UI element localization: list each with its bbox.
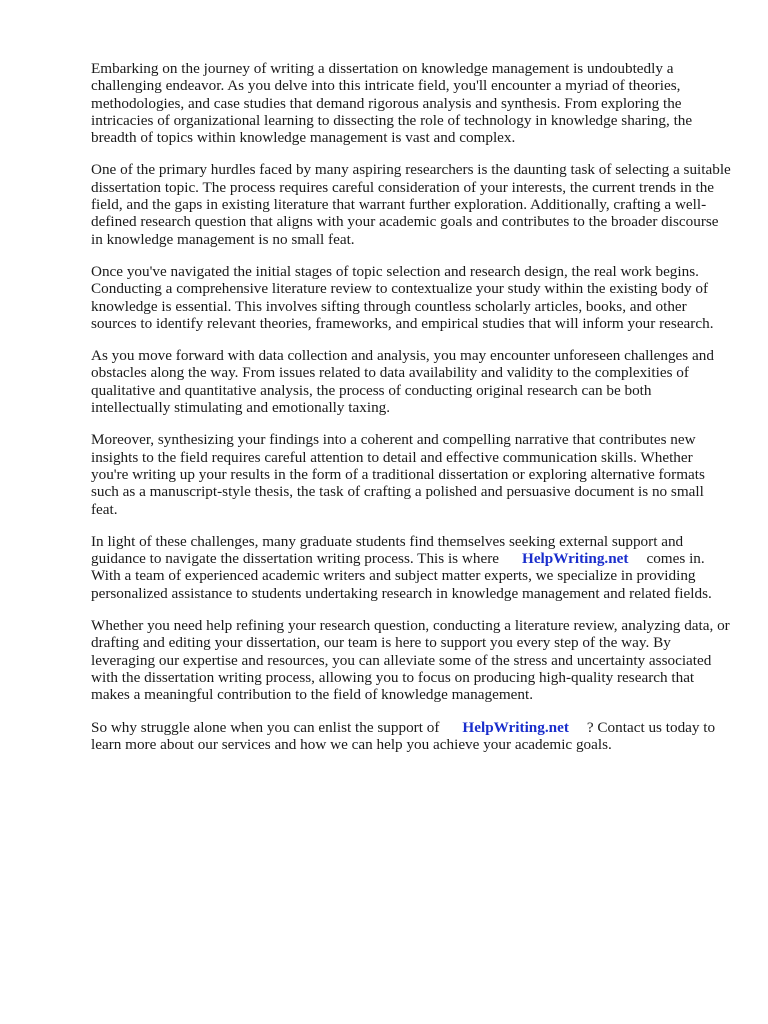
paragraph-call-to-action [91,719,731,754]
paragraph-cta-text-end: ? Contact us today to learn more about our services and how we can help you achieve your academic goals. [91,718,716,753]
paragraph-data-analysis: As you move forward with data collection and analysis, you may encounter unforeseen challenges and obstacles along the way. From issues related to data availability and validity to the complexities of qualitative and quantitative analysis, the process of conducting original research can be both intellectually stimulating and emotionally taxing. [91,347,714,417]
paragraph-synthesis: Moreover, synthesizing your findings into a coherent and compelling narrative that contributes new insights to the field requires careful attention to detail and effective communication skills. Whether you're writing up your results in the form of a traditional dissertation or exploring alternative formats such as a manuscript-style thesis, the task of crafting a polished and persuasive document is no small feat. [91,431,705,518]
paragraph-intro: Embarking on the journey of writing a dissertation on knowledge management is undoubtedly a challenging endeavor. As you delve into this intricate field, you'll encounter a myriad of theories, methodologies, and case studies that demand rigorous analysis and synthesis. From exploring the intricacies of organizational learning to dissecting the role of technology in knowledge sharing, the breadth of topics within knowledge management is vast and complex. [91,60,693,147]
paragraph-support-text-start: In light of these challenges, many graduate students find themselves seeking external support and guidance to navigate the dissertation writing process. This is where [91,532,684,568]
helpwriting-link[interactable]: HelpWriting.net [522,550,629,568]
document-body [91,60,731,768]
paragraph-support [91,533,731,602]
paragraph-topic-selection: One of the primary hurdles faced by many aspiring researchers is the daunting task of selecting a suitable dissertation topic. The process requires careful consideration of your interests, the current trends in the field, and the gaps in existing literature that warrant further exploration. Additionally, crafting a well-defined research question that aligns with your academic goals and contributes to the broader discourse in knowledge management is no small feat. [91,161,731,248]
paragraph-literature-review: Once you've navigated the initial stages of topic selection and research design, the real work begins. Conducting a comprehensive literature review to contextualize your study within the existing body of knowledge is essential. This involves sifting through countless scholarly articles, books, and other sources to identify relevant theories, frameworks, and empirical studies that will inform your research. [91,262,714,332]
paragraph-support-text-end: comes in. With a team of experienced academic writers and subject matter experts, we specialize in providing personalized assistance to students undertaking research in knowledge management and related fields. [91,550,712,602]
helpwriting-link-cta[interactable]: HelpWriting.net [462,718,569,736]
paragraph-services: Whether you need help refining your research question, conducting a literature review, analyzing data, or drafting and editing your dissertation, our team is here to support you every step of the way. By leveraging our expertise and resources, you can alleviate some of the stress and uncertainty associated with the dissertation writing process, allowing you to focus on producing high-quality research that makes a meaningful contribution to the field of knowledge management. [91,617,730,704]
paragraph-cta-text-start: So why struggle alone when you can enlist the support of [91,718,440,736]
